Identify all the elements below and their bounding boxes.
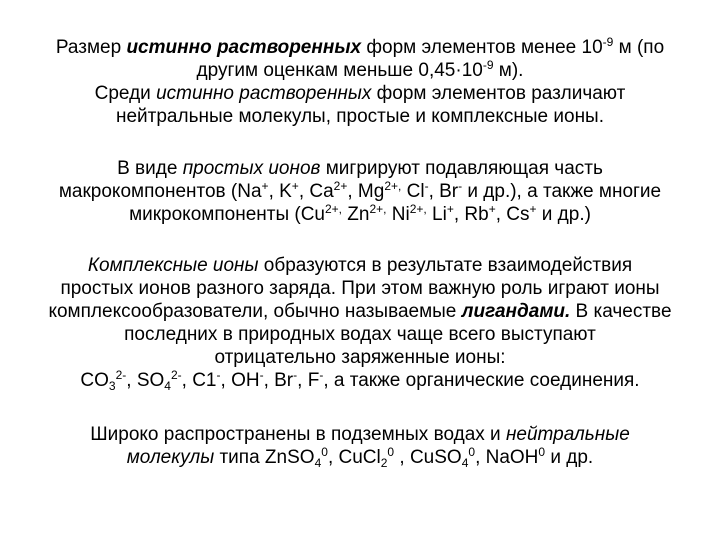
superscript: 0 <box>321 445 328 459</box>
text-line: последних в природных водах чаще всего выступают <box>124 324 596 345</box>
superscript: 2+, <box>384 179 402 193</box>
text: , Cs <box>495 204 530 225</box>
text-line <box>18 446 702 469</box>
superscript: + <box>261 179 269 193</box>
text-line <box>18 157 702 180</box>
paragraph-neutral-molecules <box>18 423 702 469</box>
text: В качестве <box>570 301 672 322</box>
text: и др. <box>545 447 594 468</box>
text-line <box>18 423 702 446</box>
text: типа ZnSO <box>214 447 315 468</box>
superscript: - <box>458 179 463 193</box>
text: , Br <box>428 181 459 202</box>
subscript: 4 <box>461 456 469 470</box>
superscript: -9 <box>482 58 494 72</box>
superscript: + <box>529 202 537 216</box>
text: м). <box>493 60 524 81</box>
emphasis-text: истинно растворенных <box>126 37 362 58</box>
superscript: 2+, <box>325 202 343 216</box>
text: , Rb <box>453 204 489 225</box>
text: , Mg <box>347 181 385 202</box>
subscript: 4 <box>164 379 171 393</box>
text-line <box>18 36 702 59</box>
italic-text: нейтральные <box>505 424 630 445</box>
text: , CuCl <box>327 447 381 468</box>
emphasis-text: лигандами. <box>461 301 571 322</box>
superscript: 0 <box>468 445 476 459</box>
superscript: - <box>216 368 221 382</box>
text: CO <box>80 370 109 391</box>
italic-text: простых ионов <box>182 158 321 179</box>
superscript: -9 <box>602 35 614 49</box>
superscript: 2- <box>170 368 182 382</box>
superscript: - <box>259 368 264 382</box>
superscript: + <box>446 202 454 216</box>
text-line <box>18 300 702 323</box>
text: , Br <box>263 370 294 391</box>
text: Zn <box>342 204 370 225</box>
paragraph-size <box>18 36 702 128</box>
superscript: + <box>488 202 496 216</box>
superscript: + <box>291 179 299 193</box>
text: , а также органические соединения. <box>323 370 640 391</box>
text: Размер <box>55 37 127 58</box>
superscript: 2+, <box>369 202 387 216</box>
text-line <box>18 82 702 105</box>
italic-text: истинно растворенных <box>156 83 372 104</box>
italic-text: Комплексные ионы <box>87 255 259 276</box>
text-line: отрицательно заряженные ионы: <box>214 347 506 368</box>
text: м (по <box>613 37 665 58</box>
text: и др.) <box>536 204 591 225</box>
text: комплексообразователи, обычно называемые <box>48 301 462 322</box>
text: , SO <box>126 370 165 391</box>
text-line <box>18 254 702 277</box>
text: , F <box>297 370 320 391</box>
text: Li <box>426 204 447 225</box>
text: В виде <box>117 158 183 179</box>
superscript: - <box>293 368 298 382</box>
superscript: 0 <box>387 445 395 459</box>
subscript: 2 <box>380 456 388 470</box>
paragraph-simple-ions <box>18 157 702 226</box>
text: Ni <box>386 204 410 225</box>
italic-text: молекулы <box>126 447 215 468</box>
superscript: 2+, <box>409 202 427 216</box>
text: , CuSO <box>394 447 462 468</box>
superscript: 0 <box>538 445 546 459</box>
text: и др.), а также многие <box>462 181 662 202</box>
text: мигрируют подавляющая часть <box>320 158 603 179</box>
subscript: 4 <box>314 456 322 470</box>
text: , Ca <box>298 181 334 202</box>
text: макрокомпонентов (Na <box>58 181 262 202</box>
superscript: 2- <box>115 368 127 382</box>
text: Широко распространены в подземных водах и <box>90 424 506 445</box>
text-line: нейтральные молекулы, простые и комплексные ионы. <box>115 106 604 127</box>
text: форм элементов различают <box>371 83 626 104</box>
superscript: - <box>424 179 429 193</box>
text-line <box>18 369 702 392</box>
superscript: - <box>319 368 324 382</box>
text: Cl <box>401 181 425 202</box>
text: Среди <box>94 83 157 104</box>
superscript: 2+ <box>333 179 348 193</box>
text: образуются в результате взаимодействия <box>258 255 633 276</box>
text-line <box>18 180 702 203</box>
text-line: простых ионов разного заряда. При этом важную роль играют ионы <box>60 278 660 299</box>
text: , OH <box>220 370 260 391</box>
text-line <box>18 203 702 226</box>
text: , C1 <box>181 370 217 391</box>
text-line <box>18 59 702 82</box>
text: , K <box>268 181 292 202</box>
text: микрокомпоненты (Cu <box>129 204 325 225</box>
paragraph-complex-ions <box>18 254 702 392</box>
text: , NaOH <box>475 447 539 468</box>
subscript: 3 <box>108 379 116 393</box>
text: форм элементов менее 10 <box>361 37 603 58</box>
text: другим оценкам меньше 0,45·10 <box>196 60 483 81</box>
